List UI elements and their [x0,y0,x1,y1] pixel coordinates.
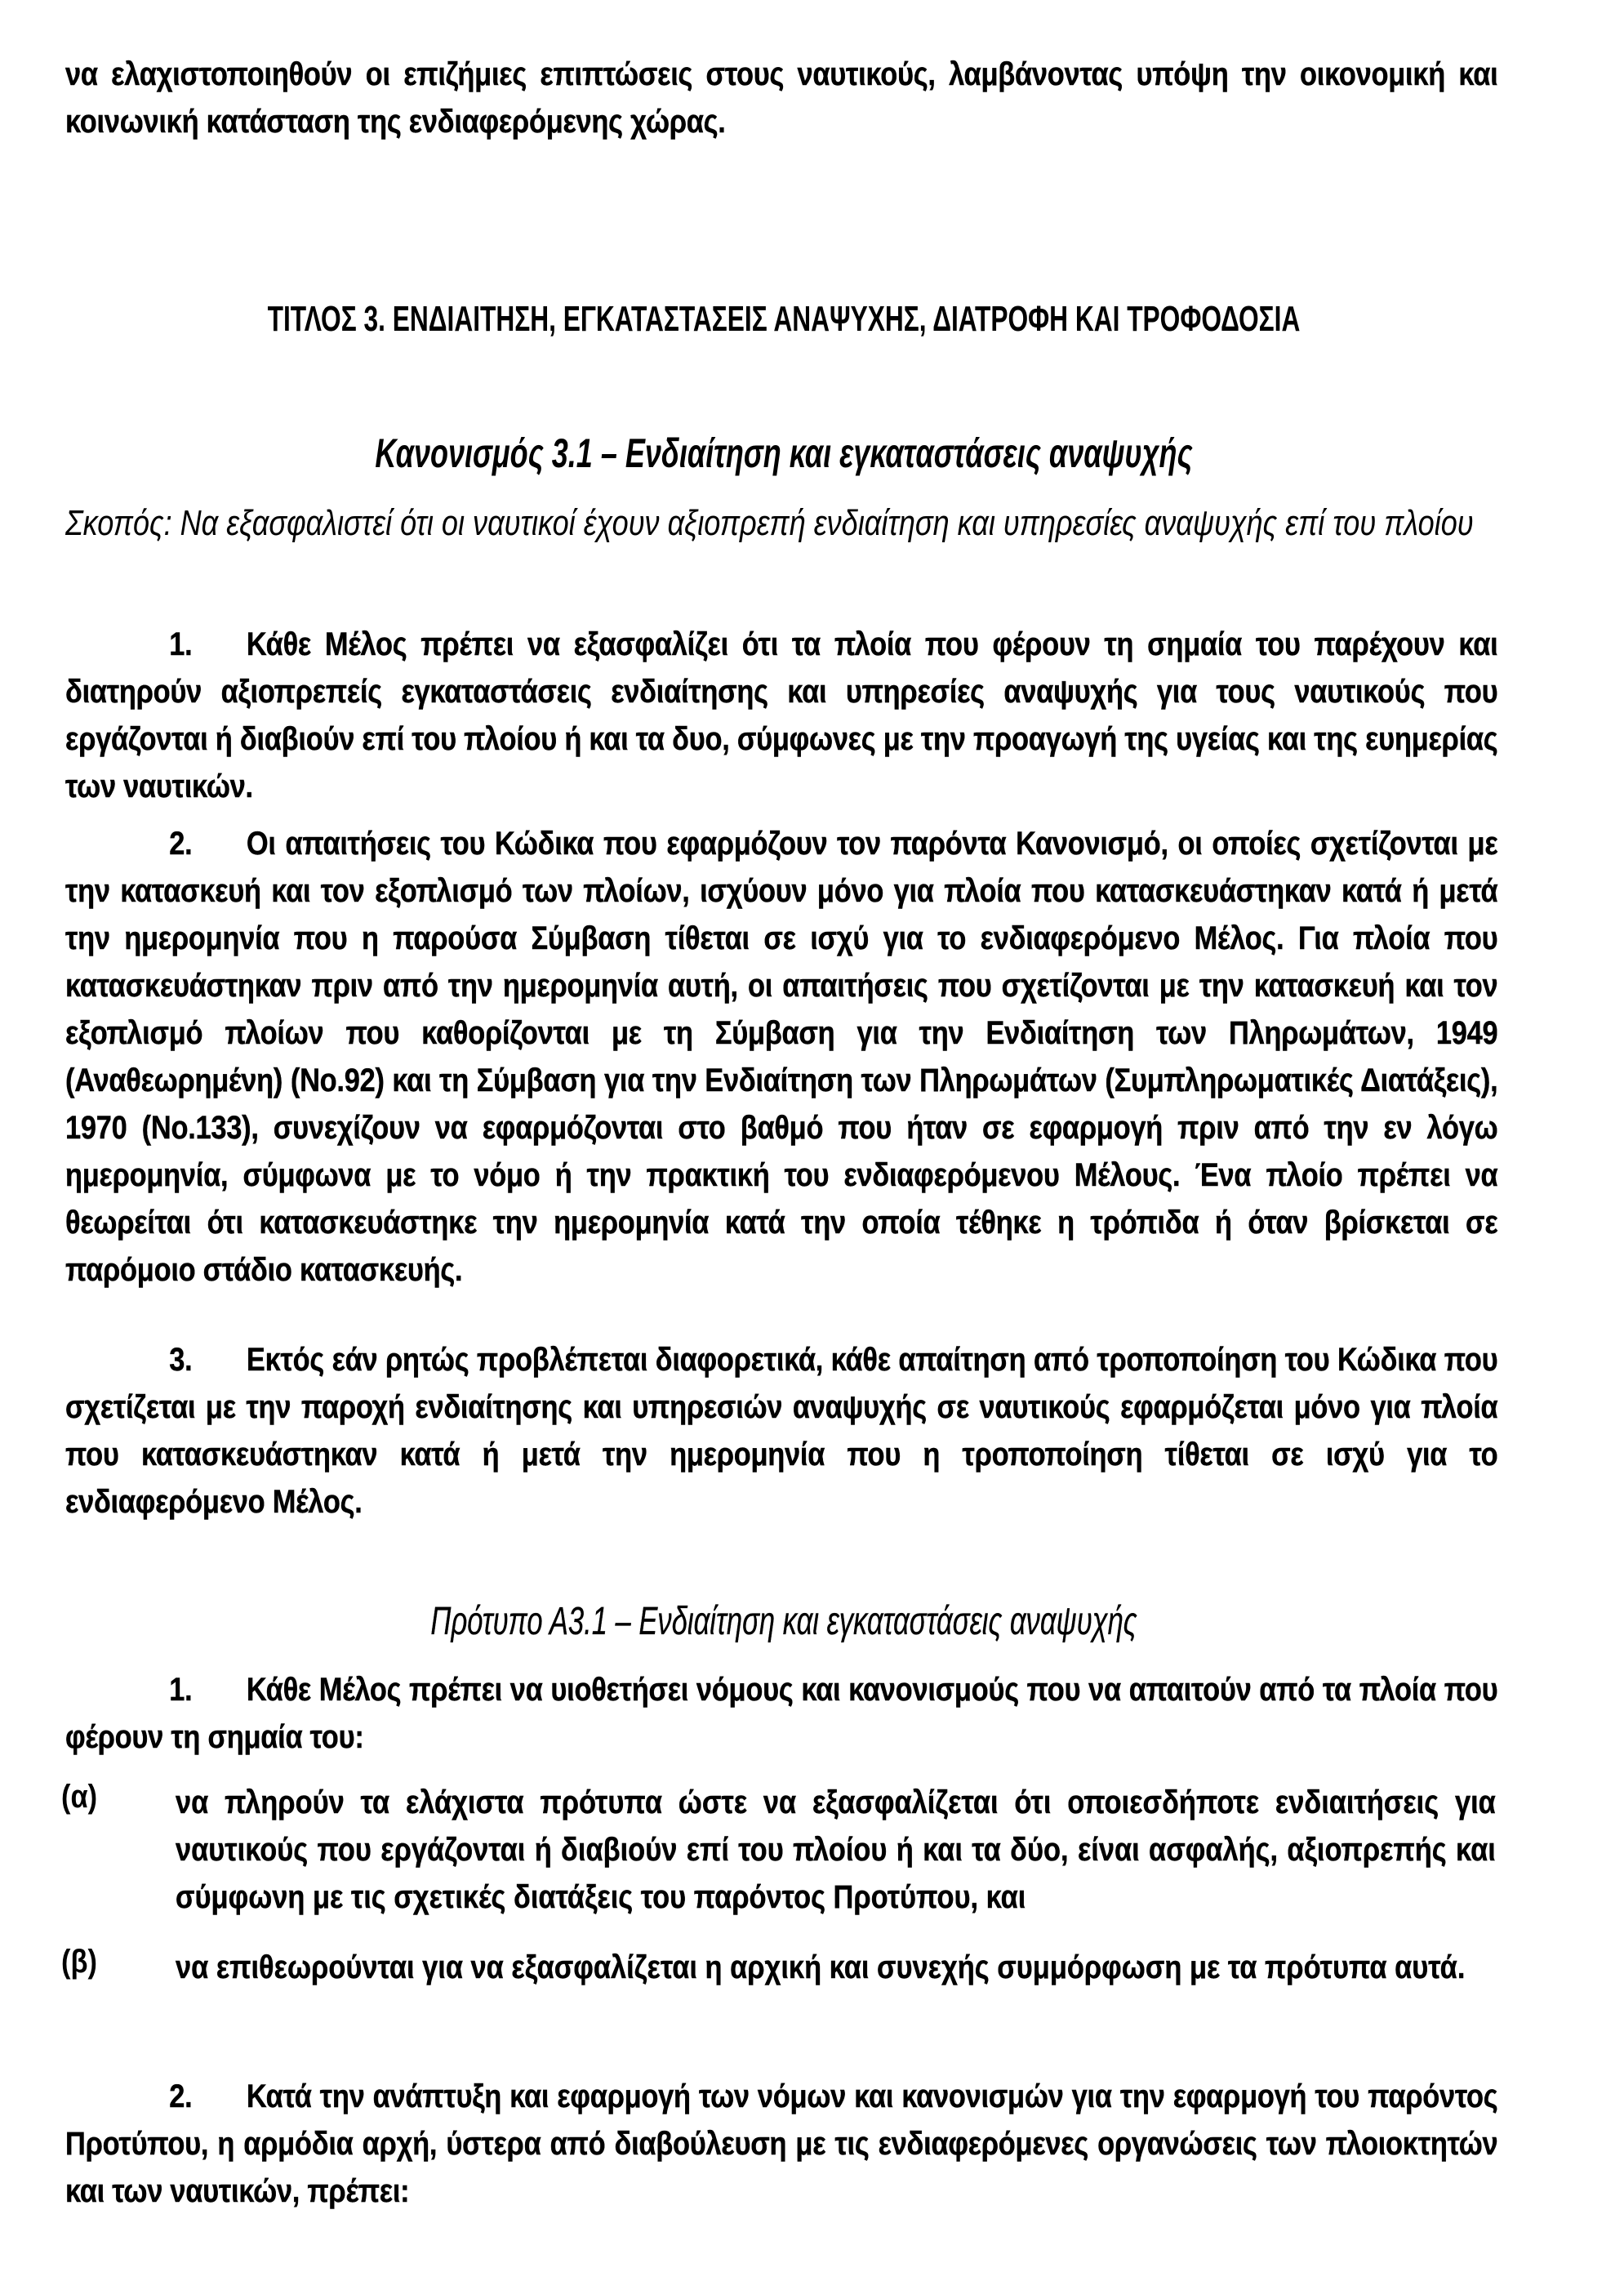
paragraph-number: 2. [169,826,193,862]
regulation-paragraph-3 [65,1336,1497,1526]
list-item-text: να επιθεωρούνται για να εξασφαλίζεται η αρχική και συνεχής συμμόρφωση με τα πρότυπα αυτά. [176,1949,1466,1985]
regulation-heading: Κανονισμός 3.1 – Ενδιαίτηση και εγκαταστάσεις αναψυχής [375,430,1193,476]
paragraph-number: 1. [169,626,193,662]
paragraph-text: Κάθε Μέλος πρέπει να υιοθετήσει νόμους και κανονισμούς που να απαιτούν από τα πλοία που φέρουν τη σημαία του: [65,1672,1498,1755]
regulation-paragraph-2 [65,820,1497,1294]
standard-paragraph-2 [65,2073,1497,2215]
paragraph-number: 1. [169,1672,193,1708]
paragraph-text: Κάθε Μέλος πρέπει να εξασφαλίζει ότι τα πλοία που φέρουν τη σημαία του παρέχουν και διατηρούν αξιοπρεπείς εγκαταστάσεις ενδιαίτησης και υπηρεσίες αναψυχής για τους ναυτικούς που εργάζονται ή διαβιούν επί του πλοίου ή και τα δυο, σύμφωνες με την προαγωγή της υγείας και της ευημερίας των ναυτικών. [65,626,1498,804]
regulation-purpose: Σκοπός: Να εξασφαλιστεί ότι οι ναυτικοί έχουν αξιοπρεπή ενδιαίτηση και υπηρεσίες αναψυχής επί του πλοίου [65,503,1474,543]
standard-list-item-b [61,1944,1498,2050]
standard-list-item-a [61,1779,1498,1942]
part-title: ΤΙΤΛΟΣ 3. ΕΝΔΙΑΙΤΗΣΗ, ΕΓΚΑΤΑΣΤΑΣΕΙΣ ΑΝΑΨΥΧΗΣ, ΔΙΑΤΡΟΦΗ ΚΑΙ ΤΡΟΦΟΔΟΣΙΑ [267,299,1301,339]
list-item-label: (β) [61,1944,97,1980]
list-item-label: (α) [61,1779,98,1815]
list-item-text: να πληρούν τα ελάχιστα πρότυπα ώστε να εξασφαλίζεται ότι οποιεσδήποτε ενδιαιτήσεις για ναυτικούς που εργάζονται ή διαβιούν επί του πλοίου ή και τα δύο, είναι ασφαλής, αξιοπρεπής και σύμφωνη με τις σχετικές διατάξεις του παρόντος Προτύπου, και [176,1784,1496,1915]
paragraph-text: Κατά την ανάπτυξη και εφαρμογή των νόμων και κανονισμών για την εφαρμογή του παρόντος Προτύπου, η αρμόδια αρχή, ύστερα από διαβούλευση με τις ενδιαφερόμενες οργανώσεις των πλοιοκτητών και των ναυτικών, πρέπει: [65,2078,1498,2209]
paragraph-text: Οι απαιτήσεις του Κώδικα που εφαρμόζουν τον παρόντα Κανονισμό, οι οποίες σχετίζονται με την κατασκευή και τον εξοπλισμό των πλοίων, ισχύουν μόνο για πλοία που κατασκευάστηκαν κατά ή μετά την ημερομηνία που η παρούσα Σύμβαση τίθεται σε ισχύ για το ενδιαφερόμενο Μέλος. Για πλοία που κατασκευάστηκαν πριν από την ημερομηνία αυτή, οι απαιτήσεις που σχετίζονται με την κατασκευή και τον εξοπλισμό πλοίων που καθορίζονται με τη Σύμβαση για την Ενδιαίτηση των Πληρωμάτων, 1949 (Αναθεωρημένη) (Νο.92) και τη Σύμβαση για την Ενδιαίτηση των Πληρωμάτων (Συμπληρωματικές Διατάξεις), 1970 (Νο.133), συνεχίζουν να εφαρμόζονται στο βαθμό που ήταν σε εφαρμογή πριν από την εν λόγω ημερομηνία, σύμφωνα με το νόμο ή την πρακτική του ενδιαφερόμενου Μέλους. Ένα πλοίο πρέπει να θεωρείται ότι κατασκευάστηκε την ημερομηνία κατά την οποία τέθηκε η τρόπιδα ή όταν βρίσκεται σε παρόμοιο στάδιο κατασκευής. [65,826,1498,1288]
paragraph-number: 3. [169,1342,193,1378]
intro-paragraph: να ελαχιστοποιηθούν οι επιζήμιες επιπτώσεις στους ναυτικούς, λαμβάνοντας υπόψη την οικονομική και κοινωνική κατάσταση της ενδιαφερόμενης χώρας. [65,56,1498,140]
regulation-paragraph-1 [65,621,1497,810]
paragraph-number: 2. [169,2078,193,2114]
paragraph-text: Εκτός εάν ρητώς προβλέπεται διαφορετικά, κάθε απαίτηση από τροποποίηση του Κώδικα που σχετίζεται με την παροχή ενδιαίτησης και υπηρεσιών αναψυχής σε ναυτικούς εφαρμόζεται μόνο για πλοία που κατασκευάστηκαν κατά ή μετά την ημερομηνία που η τροποποίηση τίθεται σε ισχύ για το ενδιαφερόμενο Μέλος. [65,1342,1498,1520]
standard-paragraph-1 [65,1666,1497,1761]
standard-heading: Πρότυπο Α3.1 – Ενδιαίτηση και εγκαταστάσεις αναψυχής [430,1600,1137,1643]
